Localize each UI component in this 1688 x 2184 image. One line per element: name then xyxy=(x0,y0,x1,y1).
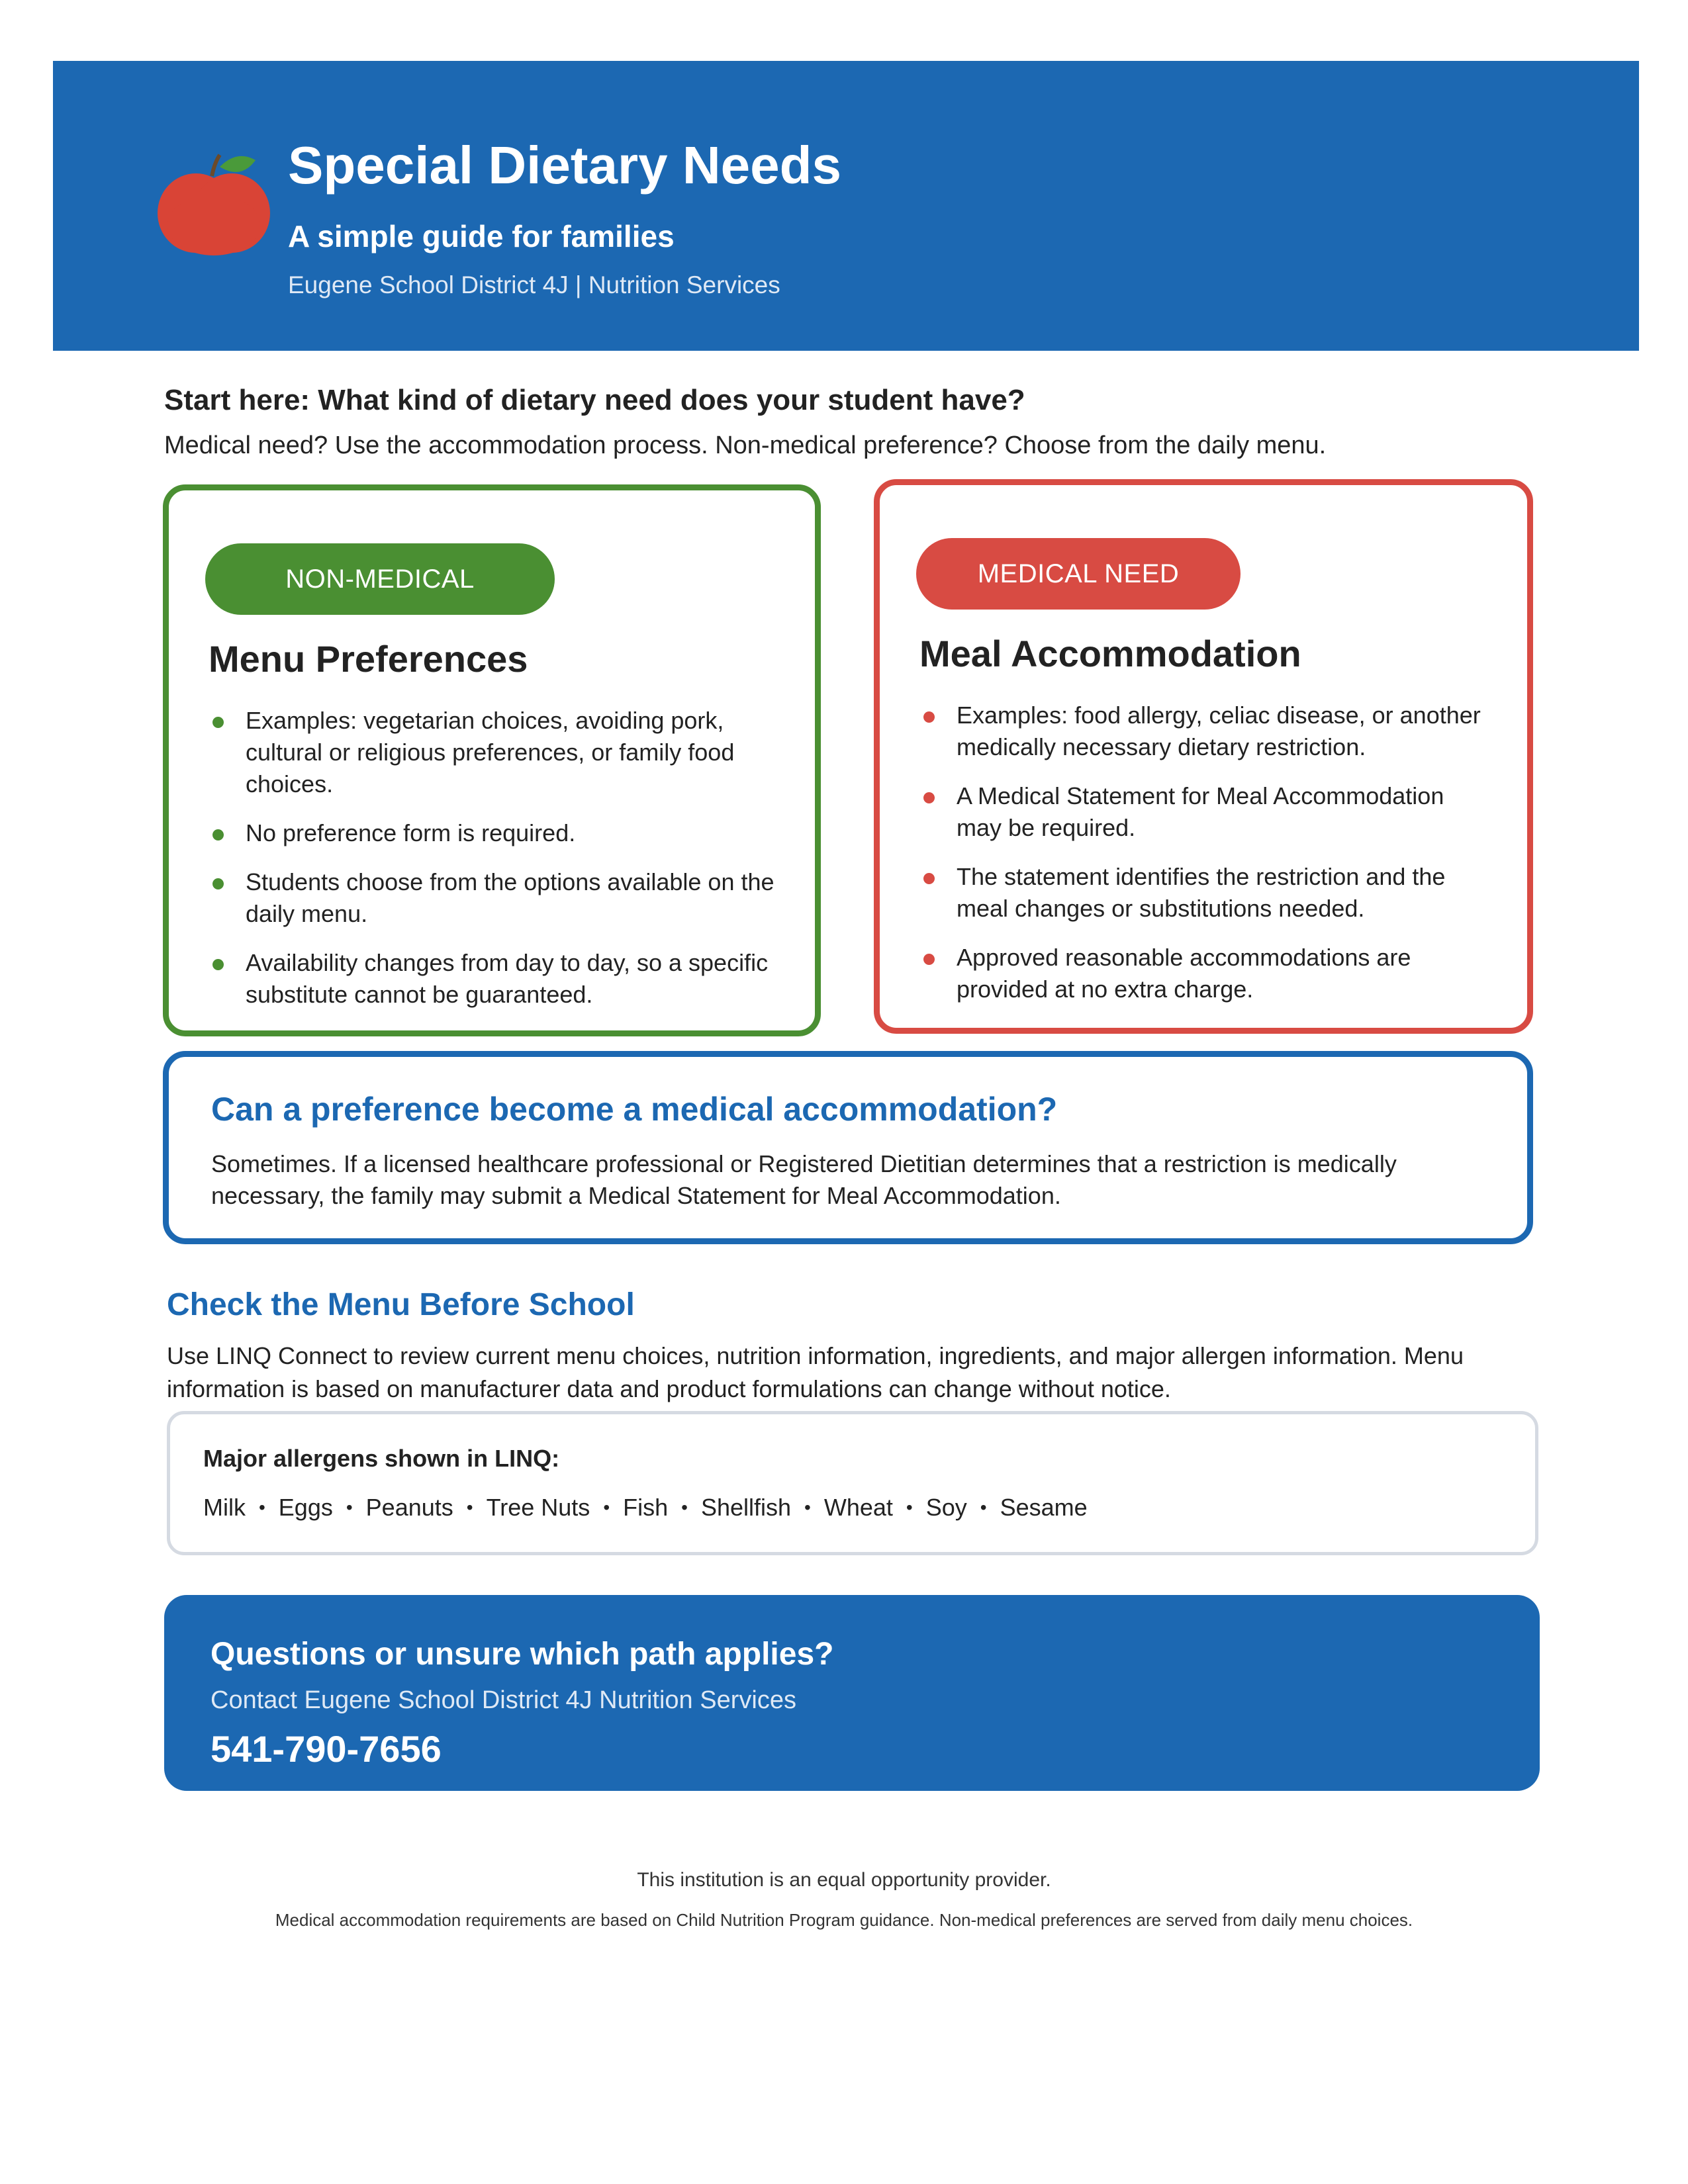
list-item xyxy=(209,705,784,800)
start-heading: Start here: What kind of dietary need does your student have? xyxy=(164,384,1025,416)
menu-text: Use LINQ Connect to review current menu choices, nutrition information, ingredients, and major allergen information. Menu information is based on manufacturer data and product formulations can change without notice. xyxy=(167,1342,1464,1402)
allergen-item: Eggs xyxy=(278,1494,333,1521)
bullet-icon xyxy=(212,717,224,728)
bullet-icon xyxy=(212,829,224,841)
list-item-text: A Medical Statement for Meal Accommodation may be required. xyxy=(957,782,1444,841)
bullet-icon xyxy=(923,711,935,723)
list-item-text: Examples: vegetarian choices, avoiding pork, cultural or religious preferences, or family food choices. xyxy=(246,707,735,797)
non-medical-title: Menu Preferences xyxy=(209,638,528,680)
list-item-text: Approved reasonable accommodations are provided at no extra charge. xyxy=(957,944,1411,1003)
list-item-text: Availability changes from day to day, so a specific substitute cannot be guaranteed. xyxy=(246,949,769,1008)
list-item-text: Examples: food allergy, celiac disease, or another medically necessary dietary restriction. xyxy=(957,702,1481,760)
bullet-icon xyxy=(923,954,935,965)
separator-icon: • xyxy=(980,1497,987,1518)
contact-phone: 541-790-7656 xyxy=(211,1728,442,1770)
bullet-icon xyxy=(212,959,224,970)
footer-equal-opportunity: This institution is an equal opportunity provider. xyxy=(637,1869,1051,1891)
separator-icon: • xyxy=(681,1497,688,1518)
allergen-list xyxy=(203,1494,1088,1522)
start-text: Medical need? Use the accommodation process. Non-medical preference? Choose from the daily menu. xyxy=(164,432,1327,459)
allergen-heading: Major allergens shown in LINQ: xyxy=(203,1445,560,1472)
separator-icon: • xyxy=(346,1497,353,1518)
contact-box xyxy=(164,1595,1540,1791)
list-item-text: The statement identifies the restriction and the meal changes or substitutions needed. xyxy=(957,863,1446,922)
preference-question-box xyxy=(163,1051,1533,1244)
list-item-text: Students choose from the options available on the daily menu. xyxy=(246,868,774,927)
organization-label: Eugene School District 4J | Nutrition Services xyxy=(288,271,780,298)
non-medical-list xyxy=(209,705,784,1028)
non-medical-badge: NON-MEDICAL xyxy=(205,543,555,615)
allergen-item: Milk xyxy=(203,1494,246,1521)
allergen-item: Soy xyxy=(925,1494,967,1521)
question-text: Sometimes. If a licensed healthcare professional or Registered Dietitian determines that a restriction is medically necessary, the family may submit a Medical Statement for Meal Accommodation. xyxy=(211,1150,1397,1209)
apple-icon xyxy=(151,147,277,259)
footer-note: Medical accommodation requirements are based on Child Nutrition Program guidance. Non-medical preferences are served from daily menu choices. xyxy=(275,1910,1413,1930)
list-item-text: No preference form is required. xyxy=(246,819,576,846)
page-subtitle: A simple guide for families xyxy=(288,219,675,253)
allergen-item: Sesame xyxy=(1000,1494,1088,1521)
page-title: Special Dietary Needs xyxy=(288,136,841,195)
allergen-item: Shellfish xyxy=(700,1494,792,1521)
bullet-icon xyxy=(923,873,935,884)
list-item xyxy=(919,942,1495,1005)
list-item xyxy=(919,700,1495,763)
list-item xyxy=(209,866,784,930)
allergen-item: Fish xyxy=(623,1494,669,1521)
allergen-box xyxy=(167,1411,1538,1555)
allergen-item: Tree Nuts xyxy=(486,1494,590,1521)
allergen-item: Wheat xyxy=(823,1494,893,1521)
separator-icon: • xyxy=(804,1497,811,1518)
list-item xyxy=(919,861,1495,925)
question-title: Can a preference become a medical accommodation? xyxy=(211,1091,1058,1128)
list-item xyxy=(209,817,784,849)
contact-title: Questions or unsure which path applies? xyxy=(211,1637,834,1672)
separator-icon: • xyxy=(258,1497,265,1518)
list-item xyxy=(919,780,1495,844)
menu-heading: Check the Menu Before School xyxy=(167,1287,635,1322)
medical-badge: MEDICAL NEED xyxy=(916,538,1241,610)
medical-title: Meal Accommodation xyxy=(919,633,1301,674)
separator-icon: • xyxy=(906,1497,913,1518)
contact-text: Contact Eugene School District 4J Nutrition Services xyxy=(211,1686,796,1714)
header-banner xyxy=(53,61,1639,351)
medical-card xyxy=(874,479,1533,1034)
allergen-item: Peanuts xyxy=(365,1494,453,1521)
separator-icon: • xyxy=(603,1497,610,1518)
bullet-icon xyxy=(923,792,935,803)
list-item xyxy=(209,947,784,1011)
separator-icon: • xyxy=(466,1497,473,1518)
medical-list xyxy=(919,700,1495,1023)
bullet-icon xyxy=(212,878,224,889)
non-medical-card xyxy=(163,484,821,1036)
